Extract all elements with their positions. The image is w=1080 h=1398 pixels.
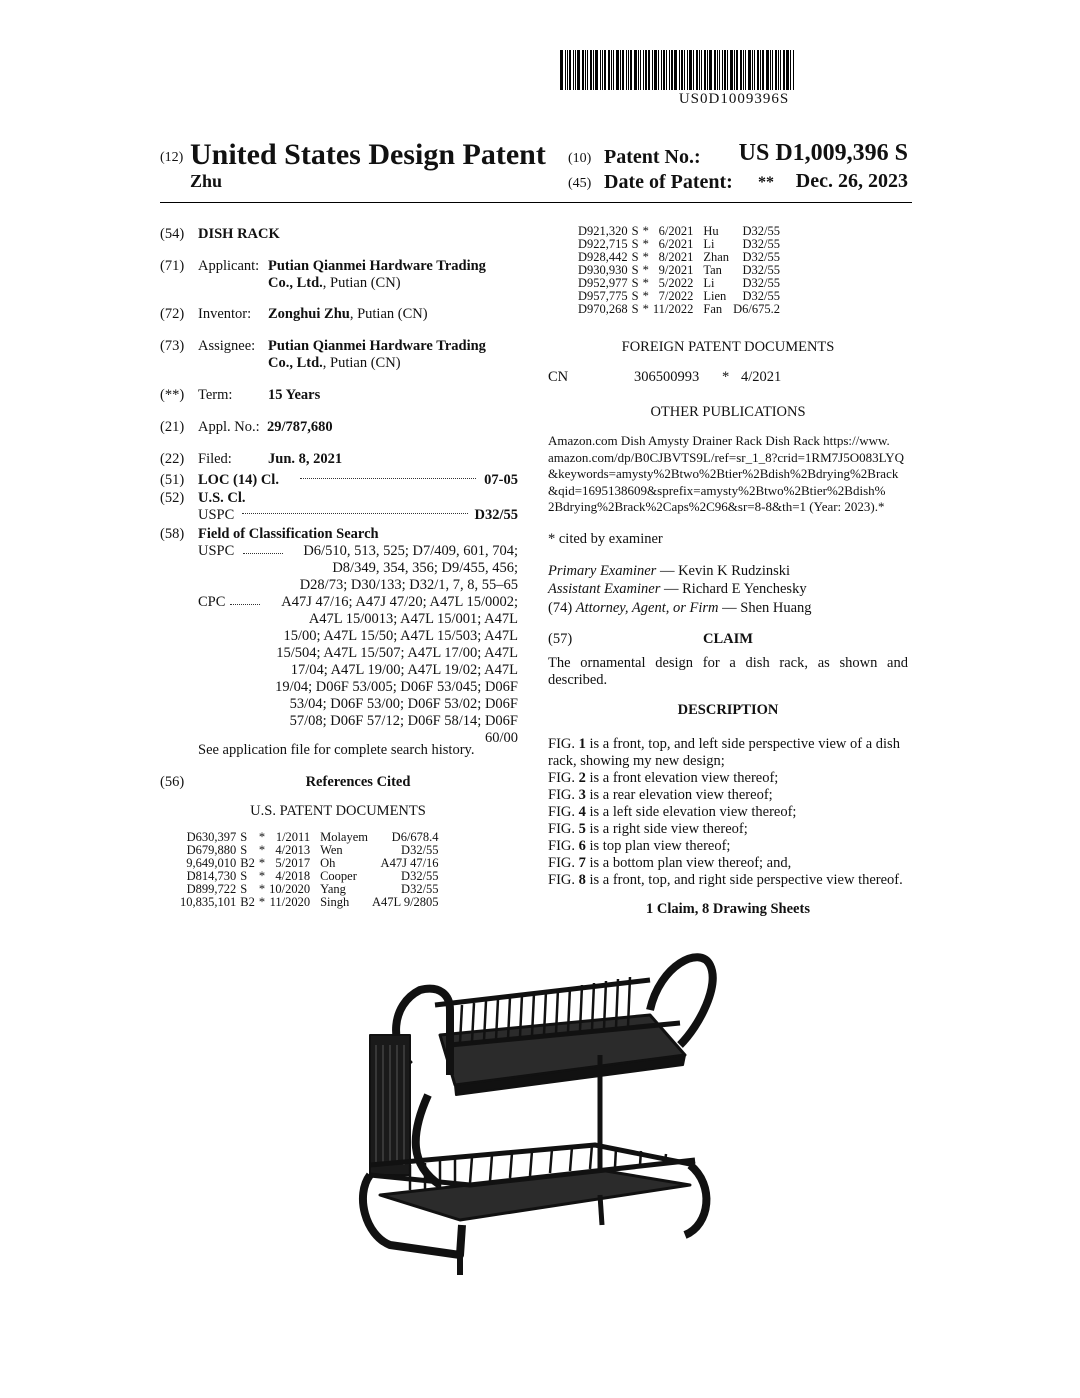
ref-name: Oh: [320, 856, 336, 870]
claim-title: CLAIM: [703, 631, 753, 647]
assignee-name-1: Putian Qianmei Hardware Trading: [268, 338, 486, 354]
other-pub-line: &qid=1695138609&sprefix=amysty%2Btwo%2Btier%2Bdish%: [548, 482, 886, 498]
rear-leg: [600, 1195, 602, 1225]
ref-kind: S: [240, 882, 248, 896]
ref-class: D6/675.2: [733, 302, 780, 316]
ref-name: Li: [703, 276, 715, 290]
ref-date: 5/2017: [275, 856, 311, 870]
barcode-bar: [734, 50, 735, 90]
figure-description: [548, 804, 910, 821]
ref-date: 7/2022: [658, 289, 694, 303]
barcode-bar: [648, 50, 650, 90]
barcode-bar: [604, 50, 606, 90]
ref-date: 10/2020: [269, 882, 311, 896]
ref-class: D32/55: [401, 869, 439, 883]
patent-no-label: Patent No.:: [604, 146, 701, 168]
cpc-line: 19/04; D06F 53/005; D06F 53/045; D06F: [275, 679, 518, 695]
barcode-bar: [681, 50, 683, 90]
ref-name: Zhan: [703, 250, 730, 264]
ref-date: 4/2018: [275, 869, 311, 883]
barcode-bar: [748, 50, 751, 90]
ref-kind: S: [631, 263, 639, 277]
uspc-value: D32/55: [474, 507, 518, 523]
filed-value: Jun. 8, 2021: [268, 451, 343, 467]
ref-number: D899,722: [186, 882, 237, 896]
ref-class: D32/55: [401, 882, 439, 896]
cpc-line: 53/04; D06F 53/00; D06F 53/02; D06F: [289, 696, 518, 712]
ref-number: D970,268: [578, 302, 628, 316]
figure-description: [548, 821, 910, 838]
barcode-bar: [754, 50, 755, 90]
other-pub-line: Amazon.com Dish Amysty Drainer Rack Dish Rack https://www.: [548, 433, 890, 448]
fig-number: 2: [578, 770, 586, 786]
ref-kind: S: [631, 250, 639, 264]
fig-prefix: FIG.: [548, 804, 579, 820]
right-reference-table: [576, 225, 782, 316]
cpc-line: A47J 47/16; A47J 47/20; A47L 15/0002;: [281, 594, 518, 610]
loc-label: LOC (14) Cl.: [198, 472, 279, 488]
barcode-bar: [687, 50, 688, 90]
ref-star: *: [642, 263, 649, 277]
document-type: United States Design Patent: [190, 138, 546, 171]
barcode-bar: [671, 50, 673, 90]
dish-rack-drawing: [350, 935, 740, 1290]
ref-number: D957,775: [578, 289, 628, 303]
code-54: (54): [160, 226, 185, 242]
other-pubs-text: [548, 433, 910, 516]
fig-text: is a front elevation view thereof;: [585, 770, 779, 786]
barcode-bar: [593, 50, 594, 90]
barcode-bar: [628, 50, 629, 90]
ref-date: 11/2022: [652, 302, 694, 316]
ref-kind: S: [631, 276, 639, 290]
ref-name: Fan: [703, 302, 723, 316]
barcode-bar: [701, 50, 702, 90]
ref-class: D32/55: [742, 276, 780, 290]
barcode-bar: [740, 50, 742, 90]
date-label: Date of Patent:: [604, 171, 733, 193]
title-dish-rack: DISH RACK: [198, 226, 280, 242]
barcode-bar: [766, 50, 769, 90]
foreign-country: CN: [548, 369, 569, 385]
us-cl-label: U.S. Cl.: [198, 490, 246, 506]
cited-by-examiner: * cited by examiner: [548, 531, 663, 547]
cpc-line: 57/08; D06F 57/12; D06F 58/14; D06F: [289, 713, 518, 729]
figure-descriptions: [548, 736, 910, 889]
cpc-line: 60/00: [484, 730, 518, 746]
barcode-bar: [587, 50, 588, 90]
code-72: (72): [160, 306, 185, 322]
barcode-bar: [595, 50, 598, 90]
appl-no-label: Appl. No.:: [198, 419, 260, 435]
barcode-bar: [707, 50, 708, 90]
uspc-line: D6/510, 513, 525; D7/409, 601, 704;: [303, 543, 518, 559]
ref-star: *: [642, 276, 649, 290]
barcode-bar: [770, 50, 771, 90]
barcode-bar: [600, 50, 601, 90]
barcode-bar: [567, 50, 568, 90]
attorney: (74) Attorney, Agent, or Firm — Shen Huang: [548, 600, 812, 616]
appl-no-value: 29/787,680: [267, 419, 333, 435]
barcode-bar: [783, 50, 785, 90]
barcode-bar: [602, 50, 603, 90]
fig-prefix: FIG.: [548, 736, 579, 752]
code-73: (73): [160, 338, 185, 354]
barcode-bar: [727, 50, 728, 90]
barcode-bar: [569, 50, 571, 90]
barcode-bar: [626, 50, 627, 90]
cpc-line: 15/00; A47L 15/50; A47L 15/503; A47L: [283, 628, 518, 644]
ref-date: 5/2022: [658, 276, 694, 290]
barcode-bar: [643, 50, 644, 90]
ref-class: D32/55: [742, 237, 780, 251]
applicant-name-2: Co., Ltd., Putian (CN): [268, 275, 401, 291]
barcode-bar: [743, 50, 744, 90]
barcode-bar: [590, 50, 592, 90]
ref-name: Tan: [703, 263, 722, 277]
ref-name: Wen: [320, 843, 343, 857]
ref-number: D952,977: [578, 276, 628, 290]
ref-star: *: [258, 856, 266, 870]
uspc-line: D8/349, 354, 356; D9/455, 456;: [332, 560, 518, 576]
other-pubs-title: OTHER PUBLICATIONS: [650, 404, 806, 420]
fig-prefix: FIG.: [548, 821, 579, 837]
ref-name: Hu: [703, 224, 719, 238]
barcode-bar: [793, 50, 794, 90]
code-term: (**): [160, 387, 185, 403]
barcode-bar: [661, 50, 662, 90]
barcode-bar: [689, 50, 692, 90]
fig-number: 6: [578, 838, 586, 854]
foreign-date: 4/2021: [741, 369, 782, 385]
ref-star: *: [258, 843, 266, 857]
date-mark: **: [758, 174, 774, 191]
foreign-docs-title: FOREIGN PATENT DOCUMENTS: [621, 339, 835, 355]
ref-date: 11/2020: [269, 895, 311, 909]
ref-name: Lien: [703, 289, 727, 303]
uspc-line: D28/73; D30/133; D32/1, 7, 8, 55–65: [299, 577, 518, 593]
code-57: (57): [548, 631, 573, 647]
ref-kind: S: [631, 289, 639, 303]
ref-number: D928,442: [578, 250, 628, 264]
assignee-name-2: Co., Ltd., Putian (CN): [268, 355, 401, 371]
barcode-bar: [693, 50, 694, 90]
barcode-bar: [622, 50, 624, 90]
ref-number: D814,730: [186, 869, 237, 883]
barcode-bar: [666, 50, 667, 90]
barcode-bar: [577, 50, 580, 90]
ref-star: *: [258, 882, 266, 896]
ref-kind: S: [631, 224, 639, 238]
other-pub-line: amazon.com/dp/B0CJBVTS9L/ref=sr_1_8?crid=1RM7J5O083LYQ: [548, 449, 905, 465]
fig-prefix: FIG.: [548, 872, 579, 888]
figure-description: [548, 770, 910, 787]
barcode-bar: [658, 50, 659, 90]
code-52: (52): [160, 490, 185, 506]
ref-date: 4/2013: [275, 843, 311, 857]
barcode-number: US0D1009396S: [678, 91, 790, 107]
inventor-full: Zonghui Zhu, Putian (CN): [268, 306, 428, 322]
search-cpc-label: CPC: [198, 594, 226, 610]
ref-class: D32/55: [401, 843, 439, 857]
fig-text: is a rear elevation view thereof;: [585, 787, 773, 803]
barcode-bar: [752, 50, 753, 90]
ref-name: Li: [703, 237, 715, 251]
search-cpc-lines: [250, 594, 518, 747]
search-uspc-lines: [250, 543, 518, 594]
assistant-examiner: Assistant Examiner — Richard E Yenchesky: [548, 581, 807, 597]
reference-row: [576, 303, 782, 316]
reference-row: [178, 896, 441, 909]
barcode-bar: [575, 50, 576, 90]
barcode-bar: [640, 50, 641, 90]
loc-leader: [300, 478, 476, 479]
lower-right-foot: [685, 1165, 706, 1235]
ref-number: D921,320: [578, 224, 628, 238]
barcode-bar: [772, 50, 773, 90]
foreign-star: *: [722, 369, 730, 385]
barcode-bar: [663, 50, 665, 90]
field-search-label: Field of Classification Search: [198, 526, 379, 542]
fig-text: is a left side elevation view thereof;: [585, 804, 797, 820]
ref-star: *: [258, 830, 266, 844]
barcode-bar: [613, 50, 614, 90]
fig-prefix: FIG.: [548, 770, 579, 786]
barcode-bar: [717, 50, 718, 90]
fig-number: 5: [578, 821, 586, 837]
other-pub-line: &keywords=amysty%2Btwo%2Btier%2Bdish%2Bdrying%2Brack: [548, 466, 899, 481]
term-label: Term:: [198, 387, 233, 403]
left-reference-table: [178, 831, 441, 909]
barcode-bar: [565, 50, 566, 90]
ref-star: *: [642, 237, 649, 251]
patent-number: US D1,009,396 S: [738, 140, 908, 166]
header-rule: [160, 202, 912, 203]
cpc-line: 17/04; A47L 19/00; A47L 19/02; A47L: [290, 662, 518, 678]
barcode-bar: [757, 50, 759, 90]
figure-description: [548, 787, 910, 804]
ref-star: *: [642, 224, 649, 238]
figure-description: [548, 872, 910, 889]
fig-text: is a bottom plan view thereof; and,: [585, 855, 792, 871]
other-pub-line: 2Bdrying%2Brack%2Caps%2C96&sr=8-8&th=1 (Year: 2023).*: [548, 499, 885, 514]
ref-kind: S: [631, 302, 639, 316]
ref-kind: S: [240, 869, 248, 883]
search-uspc-label: USPC: [198, 543, 235, 559]
barcode-bar: [704, 50, 706, 90]
barcode-bar: [790, 50, 791, 90]
code-10: (10): [568, 151, 592, 166]
barcode-bar: [674, 50, 677, 90]
ref-date: 9/2021: [658, 263, 694, 277]
term-value: 15 Years: [268, 387, 321, 403]
barcode-bar: [730, 50, 733, 90]
patent-date: Dec. 26, 2023: [795, 170, 908, 192]
barcode-bar: [645, 50, 647, 90]
code-21: (21): [160, 419, 185, 435]
code-56: (56): [160, 774, 185, 790]
barcode-bar: [679, 50, 680, 90]
code-22: (22): [160, 451, 185, 467]
code-71: (71): [160, 258, 185, 274]
fig-text: is a right side view thereof;: [585, 821, 748, 837]
fig-text: is top plan view thereof;: [585, 838, 731, 854]
fig-number: 8: [578, 872, 586, 888]
barcode-bar: [736, 50, 738, 90]
cpc-line: A47L 15/0013; A47L 15/001; A47L: [308, 611, 518, 627]
barcode-bar: [719, 50, 720, 90]
barcode-bar: [714, 50, 716, 90]
claim-text: The ornamental design for a dish rack, as shown and described.: [548, 655, 908, 688]
figure-description: [548, 838, 910, 855]
ref-number: 9,649,010: [186, 856, 237, 870]
barcode-bar: [585, 50, 586, 90]
cpc-line: 15/504; A47L 15/507; A47L 17/00; A47L: [276, 645, 518, 661]
barcode-bar: [560, 50, 563, 90]
ref-star: *: [258, 895, 266, 909]
ref-class: A47L 9/2805: [372, 895, 439, 909]
ref-date: 6/2021: [658, 237, 694, 251]
us-patent-docs-title: U.S. PATENT DOCUMENTS: [250, 803, 426, 819]
barcode-bar: [669, 50, 670, 90]
barcode-bar: [780, 50, 781, 90]
fig-prefix: FIG.: [548, 855, 579, 871]
barcode-bar: [684, 50, 685, 90]
ref-class: D6/678.4: [391, 830, 439, 844]
ref-kind: B2: [240, 856, 255, 870]
ref-name: Singh: [320, 895, 350, 909]
references-cited-title: References Cited: [305, 774, 411, 790]
barcode-bar: [630, 50, 632, 90]
barcode-bar: [722, 50, 723, 90]
fig-number: 3: [578, 787, 586, 803]
claims-sheets: 1 Claim, 8 Drawing Sheets: [646, 901, 810, 917]
barcode-bar: [786, 50, 789, 90]
fig-text: is a front, top, and right side perspective view thereof.: [585, 872, 903, 888]
ref-date: 6/2021: [658, 224, 694, 238]
code-58: (58): [160, 526, 185, 542]
barcode-bar: [573, 50, 574, 90]
barcode-bar: [634, 50, 637, 90]
barcode-bar: [709, 50, 712, 90]
code-51: (51): [160, 472, 185, 488]
ref-number: D922,715: [578, 237, 628, 251]
ref-name: Cooper: [320, 869, 357, 883]
ref-number: D630,397: [186, 830, 237, 844]
barcode-bar: [638, 50, 639, 90]
ref-number: D679,880: [186, 843, 237, 857]
figure-description: [548, 855, 910, 872]
ref-kind: S: [240, 843, 248, 857]
barcode-bar: [745, 50, 746, 90]
barcode-bar: [775, 50, 777, 90]
ref-kind: S: [240, 830, 248, 844]
see-application: See application file for complete search history.: [198, 742, 475, 758]
foreign-number: 306500993: [634, 369, 700, 385]
applicant-name-1: Putian Qianmei Hardware Trading: [268, 258, 486, 274]
ref-class: D32/55: [742, 224, 780, 238]
barcode-bar: [608, 50, 610, 90]
inventor-label: Inventor:: [198, 306, 252, 322]
ref-class: D32/55: [742, 263, 780, 277]
ref-star: *: [642, 289, 649, 303]
barcode-bar: [724, 50, 726, 90]
barcode-bar: [699, 50, 700, 90]
ref-star: *: [258, 869, 266, 883]
filed-label: Filed:: [198, 451, 232, 467]
barcode-bar: [611, 50, 612, 90]
fig-number: 1: [578, 736, 586, 752]
ref-date: 8/2021: [658, 250, 694, 264]
barcode-bar: [760, 50, 761, 90]
fig-number: 4: [578, 804, 586, 820]
ref-number: D930,930: [578, 263, 628, 277]
barcode-bar: [652, 50, 653, 90]
assignee-label: Assignee:: [198, 338, 256, 354]
ref-class: A47J 47/16: [380, 856, 439, 870]
ref-name: Yang: [320, 882, 346, 896]
loc-value: 07-05: [484, 472, 518, 488]
inventor-short: Zhu: [190, 171, 223, 191]
uspc-leader: [242, 513, 468, 514]
ref-number: 10,835,101: [180, 895, 237, 909]
ref-class: D32/55: [742, 250, 780, 264]
ref-date: 1/2011: [275, 830, 311, 844]
code-45: (45): [568, 176, 592, 191]
left-mid-curve: [416, 1095, 440, 1185]
applicant-label: Applicant:: [198, 258, 260, 274]
barcode-bar: [762, 50, 764, 90]
barcode-bar: [582, 50, 584, 90]
figure-description: [548, 736, 910, 770]
ref-name: Molayem: [320, 830, 368, 844]
ref-kind: S: [631, 237, 639, 251]
barcode-bar: [696, 50, 698, 90]
ref-star: *: [642, 250, 649, 264]
fig-text: is a front, top, and left side perspective view of a dish rack, showing my new design;: [548, 736, 900, 769]
barcode-bar: [620, 50, 621, 90]
ref-kind: B2: [240, 895, 255, 909]
uspc-label: USPC: [198, 507, 235, 523]
fig-number: 7: [578, 855, 586, 871]
fig-prefix: FIG.: [548, 838, 579, 854]
code-12: (12): [160, 150, 184, 165]
fig-prefix: FIG.: [548, 787, 579, 803]
barcode-bar: [654, 50, 657, 90]
description-title: DESCRIPTION: [677, 702, 779, 718]
barcode: [560, 50, 908, 90]
ref-class: D32/55: [742, 289, 780, 303]
barcode-bar: [778, 50, 779, 90]
primary-examiner: Primary Examiner — Kevin K Rudzinski: [548, 563, 791, 579]
barcode-bar: [616, 50, 619, 90]
ref-star: *: [642, 302, 649, 316]
